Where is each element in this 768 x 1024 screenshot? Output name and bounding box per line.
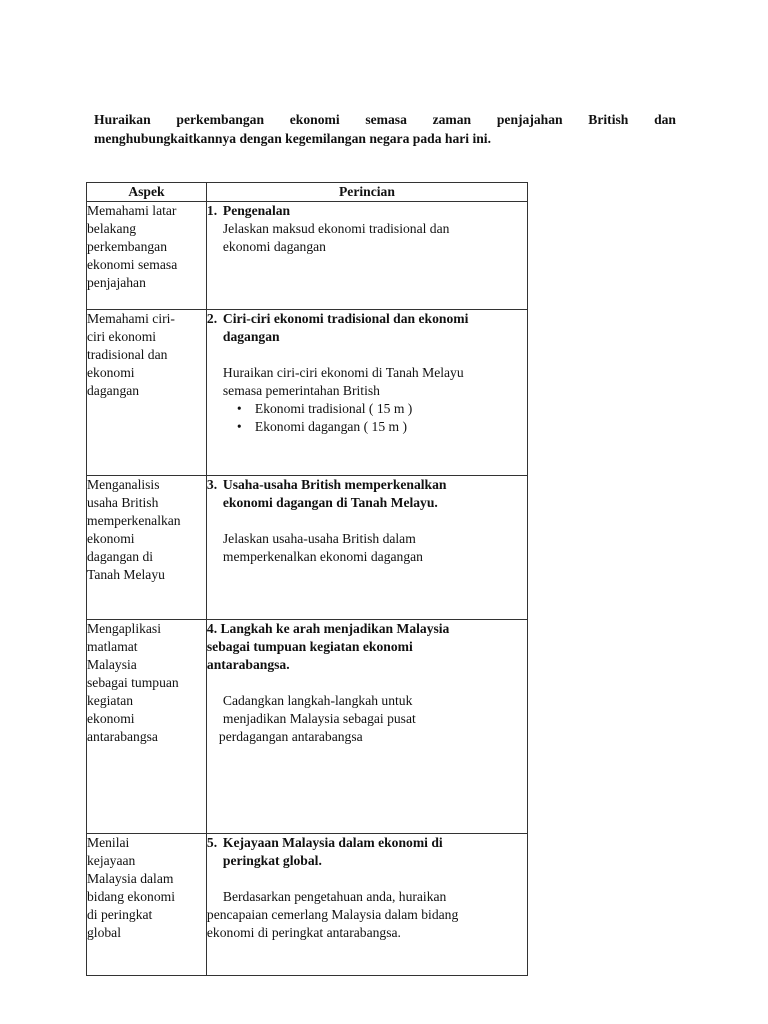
instruction-line: ekonomi di peringkat antarabangsa. (206, 925, 401, 940)
aspek-line: sebagai tumpuan (87, 675, 179, 690)
aspek-line: Memahami latar (87, 203, 177, 218)
table-row (87, 476, 528, 620)
aspek-line: belakang (87, 221, 137, 236)
section-heading (207, 620, 527, 674)
table-header-row (87, 183, 528, 202)
bullet-item: • Ekonomi tradisional ( 15 m ) (237, 400, 527, 418)
aspek-line: ekonomi (87, 531, 135, 546)
section-number: 1. (206, 203, 218, 218)
table-row (87, 310, 528, 476)
aspek-line: antarabangsa (87, 729, 158, 744)
aspek-line: matlamat (87, 639, 138, 654)
page-title (94, 110, 676, 148)
table-row (87, 202, 528, 310)
aspek-line: Malaysia dalam (87, 871, 174, 886)
heading-line: sebagai tumpuan kegiatan ekonomi (206, 639, 413, 654)
aspek-line: ciri ekonomi (87, 329, 157, 344)
aspek-line: ekonomi (87, 711, 135, 726)
instruction-line: memperkenalkan ekonomi dagangan (222, 549, 423, 564)
perincian-cell (206, 834, 527, 976)
section-heading (207, 476, 527, 512)
aspek-line: Tanah Melayu (87, 567, 165, 582)
aspek-line: di peringkat (87, 907, 153, 922)
aspek-line: Memahami ciri- (87, 311, 175, 326)
aspek-cell (87, 620, 207, 834)
title-line-1: Huraikan perkembangan ekonomi semasa zaman penjajahan British dan (94, 112, 676, 127)
heading-line: 4. Langkah ke arah menjadikan Malaysia (206, 621, 450, 636)
aspek-line: global (87, 925, 121, 940)
instruction-line: Huraikan ciri-ciri ekonomi di Tanah Melayu (222, 365, 464, 380)
section-heading (207, 310, 527, 346)
aspek-cell (87, 476, 207, 620)
section-heading (207, 202, 527, 220)
header-perincian: Perincian (206, 183, 527, 202)
section-heading (207, 834, 527, 870)
aspek-line: dagangan (87, 383, 140, 398)
instruction-line: semasa pemerintahan British (222, 383, 380, 398)
instruction-line: Berdasarkan pengetahuan anda, huraikan (222, 889, 447, 904)
aspek-line: Malaysia (87, 657, 137, 672)
aspek-line: kegiatan (87, 693, 134, 708)
aspek-line: Menilai (87, 835, 130, 850)
instruction-line: Cadangkan langkah-langkah untuk (222, 693, 413, 708)
instruction-line: Jelaskan usaha-usaha British dalam (222, 531, 416, 546)
heading-line: peringkat global. (222, 853, 322, 868)
aspek-line: bidang ekonomi (87, 889, 175, 904)
aspek-line: Mengaplikasi (87, 621, 161, 636)
heading-line: dagangan (222, 329, 280, 344)
aspek-cell (87, 310, 207, 476)
instruction-line: perdagangan antarabangsa (218, 729, 363, 744)
aspek-line: kejayaan (87, 853, 136, 868)
header-aspek: Aspek (87, 183, 207, 202)
aspek-line: ekonomi (87, 365, 135, 380)
heading-line: Kejayaan Malaysia dalam ekonomi di (222, 835, 443, 850)
heading-line: antarabangsa. (206, 657, 290, 672)
instruction-line: ekonomi dagangan (222, 239, 326, 254)
heading-line: Ciri-ciri ekonomi tradisional dan ekonomi (222, 311, 469, 326)
title-line-2: menghubungkaitkannya dengan kegemilangan negara pada hari ini. (94, 131, 491, 146)
bullet-list (207, 400, 527, 436)
aspek-line: tradisional dan (87, 347, 168, 362)
perincian-cell (206, 620, 527, 834)
table-row (87, 834, 528, 976)
heading-line: Usaha-usaha British memperkenalkan (222, 477, 447, 492)
aspek-line: penjajahan (87, 275, 146, 290)
aspek-line: usaha British (87, 495, 159, 510)
aspek-line: ekonomi semasa (87, 257, 178, 272)
aspek-line: dagangan di (87, 549, 154, 564)
aspek-line: memperkenalkan (87, 513, 181, 528)
table-row (87, 620, 528, 834)
aspek-perincian-table (86, 182, 528, 976)
aspek-cell (87, 834, 207, 976)
instruction-line: Jelaskan maksud ekonomi tradisional dan (222, 221, 450, 236)
instruction-line: pencapaian cemerlang Malaysia dalam bidang (206, 907, 459, 922)
section-number: 2. (206, 311, 218, 326)
heading-line: Pengenalan (222, 203, 291, 218)
aspek-line: Menganalisis (87, 477, 160, 492)
aspek-line: perkembangan (87, 239, 168, 254)
section-number: 3. (206, 477, 218, 492)
perincian-cell (206, 202, 527, 310)
perincian-cell (206, 476, 527, 620)
bullet-item: • Ekonomi dagangan ( 15 m ) (237, 418, 527, 436)
section-number: 5. (206, 835, 218, 850)
aspek-cell (87, 202, 207, 310)
instruction-line: menjadikan Malaysia sebagai pusat (222, 711, 416, 726)
perincian-cell (206, 310, 527, 476)
heading-line: ekonomi dagangan di Tanah Melayu. (222, 495, 438, 510)
